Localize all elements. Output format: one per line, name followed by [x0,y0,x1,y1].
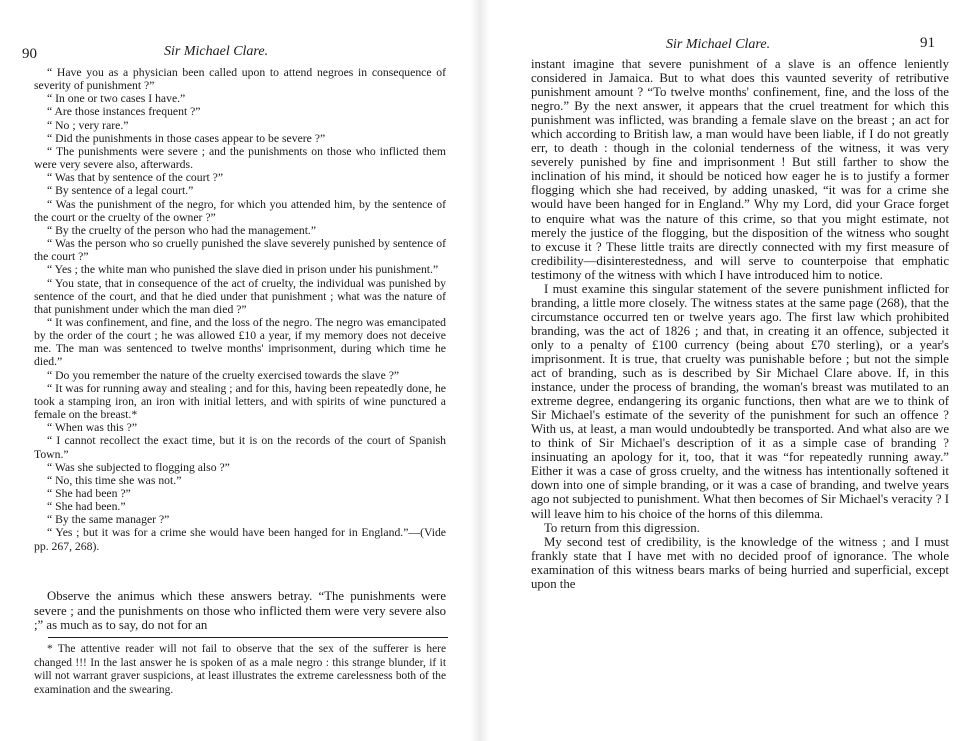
footnote: * The attentive reader will not fail to observe that the sex of the sufferer is here changed !!! In the last answer he is spoken of as a male negro : this strange blunder, if it will not warrant graver suspicions, at least illustrates the extreme carelessness both of the examination and the swearing. [34,643,446,696]
footnote-divider [48,637,448,638]
body-paragraph: My second test of credibility, is the knowledge of the witness ; and I must frankly state that I have met with no decided proof of ignorance. The whole examination of this witness bears marks of being hurried and superficial, except upon the [531,534,949,591]
right-running-head: Sir Michael Clare. [666,37,771,52]
dialogue-line: “ No ; very rare.” [47,118,129,132]
dialogue-line: “ It was confinement, and fine, and the loss of the negro. The negro was emancipated by the order of the court ; he was allowed £10 a year, if my memory does not deceive me. The man was sentenced to twelve months' imprisonment, during which time he died.” [34,315,446,369]
testimony-dialogue [34,66,446,553]
dialogue-line: “ Was the punishment of the negro, for which you attended him, by the sentence of the court or the cruelty of the owner ?” [34,197,446,224]
left-page [0,0,470,741]
dialogue-line: “ Have you as a physician been called upon to attend negroes in consequence of severity of punishment ?” [34,66,446,93]
dialogue-line: “ You state, that in consequence of the act of cruelty, the individual was punished by sentence of the court, and that he died under that punishment ; what was the nature of that punishment under which the man died ?” [34,276,446,316]
dialogue-line: “ She had been.” [47,500,126,514]
dialogue-line: “ By sentence of a legal court.” [47,184,194,198]
body-paragraph: I must examine this singular statement of the severe punishment inflicted for branding, a little more closely. The witness states at the same page (268), that the circumstance occurred ten or twelve years ago. The first law which prohibited branding, was the act of 1826 ; and that, in creating it an offence, subjected it only to a penalty of £100 currency (being about £70 sterling), or a year's imprisonment. It is true, that cruelty was punishable before ; but not the simple act of branding, such as is described by Sir Michael Clare above. If, in this instance, under the process of branding, the woman's breast was mutilated to an extreme degree, endangering its organic functions, then what are we to think of Sir Michael's estimate of the severity of the punishment for such an offence ? With us, at least, a man would undoubtedly be transported. And what also are we to think of Sir Michael's description of it as a simple case of branding ? insinuating an apology for it, too, that it was “for repeatedly running away.” Either it was a case of gross cruelty, and the witness has intentionally softened it down into one of simple branding, or it was a case of branding, and twelve years ago not subjected to punishment. What then becomes of Sir Michael's veracity ? I will leave him to his choice of the horns of this dilemma. [531,281,949,521]
dialogue-line: “ No, this time she was not.” [47,473,182,487]
dialogue-line: “ When was this ?” [47,421,138,435]
dialogue-line: “ Did the punishments in those cases appear to be severe ?” [47,131,326,145]
right-page [490,0,980,741]
dialogue-line: “ By the cruelty of the person who had the management.” [47,223,317,237]
body-paragraph: instant imagine that severe punishment of a slave is an offence leniently considered in Jamaica. But to what does this vaunted severity of retributive punishment amount ? “To twelve months' confinement, fine, and the loss of the negro.” By the next answer, it appears that the cruel treatment for which this punishment was inflicted, was branding a female slave on the breast ; an act for which according to British law, a man would have been liable, if I do not greatly err, to death : though in the colonial tenderness of the witness, it was very severely punished by fine and imprisonment ! But still farther to show the inclination of his mind, it should be noticed how eager he is to justify a former flogging which she had received, by adding unasked, “it was for a crime she would have been hanged for in England.” Why my Lord, did your Grace forget to enquire what was the nature of this crime, so that you might estimate, not merely the justice of the flogging, but the disposition of the witness who sought to excuse it ? These little traits are directly connected with my first measure of credibility—disinterestedness, and will serve to counterpoise that emphatic testimony of the witness with which I have introduced him to notice. [531,57,949,282]
dialogue-line: “ She had been ?” [47,487,131,500]
right-body-text [531,57,949,591]
dialogue-line: “ Are those instances frequent ?” [47,105,201,119]
dialogue-line: “ Yes ; the white man who punished the slave died in prison under his punishment.” [47,263,439,277]
observe-paragraph: Observe the animus which these answers betray. “The punishments were severe ; and the punishments on those who inflicted them were very severe also ;” as much as to say, do not for an [34,589,446,633]
dialogue-line: “ It was for running away and stealing ; and for this, having been repeatedly done, he took a stamping iron, an iron with initial letters, and with spirits of wine punctured a female on the breast.* [34,381,446,422]
dialogue-line: “ Was she subjected to flogging also ?” [47,460,230,474]
book-gutter [470,0,490,741]
dialogue-line: “ In one or two cases I have.” [47,92,186,106]
dialogue-line: “ Do you remember the nature of the cruelty exercised towards the slave ?” [47,368,400,382]
dialogue-line: “ Yes ; but it was for a crime she would have been hanged for in England.”—(Vide pp. 267, 268). [34,526,446,553]
footnote-block [34,643,446,697]
left-running-head: Sir Michael Clare. [164,44,269,59]
dialogue-line: “ I cannot recollect the exact time, but it is on the records of the court of Spanish Town.” [34,434,446,461]
dialogue-line: “ The punishments were severe ; and the punishments on those who inflicted them were very severe also, afterwards. [34,144,446,172]
body-paragraph: To return from this digression. [544,520,700,535]
observe-paragraph-block [34,589,446,633]
right-page-number: 91 [920,35,935,51]
left-page-number: 90 [22,46,37,62]
dialogue-line: “ Was that by sentence of the court ?” [47,171,224,185]
dialogue-line: “ Was the person who so cruelly punished the slave severely punished by sentence of the court ?” [34,237,446,264]
dialogue-line: “ By the same manager ?” [47,513,170,527]
